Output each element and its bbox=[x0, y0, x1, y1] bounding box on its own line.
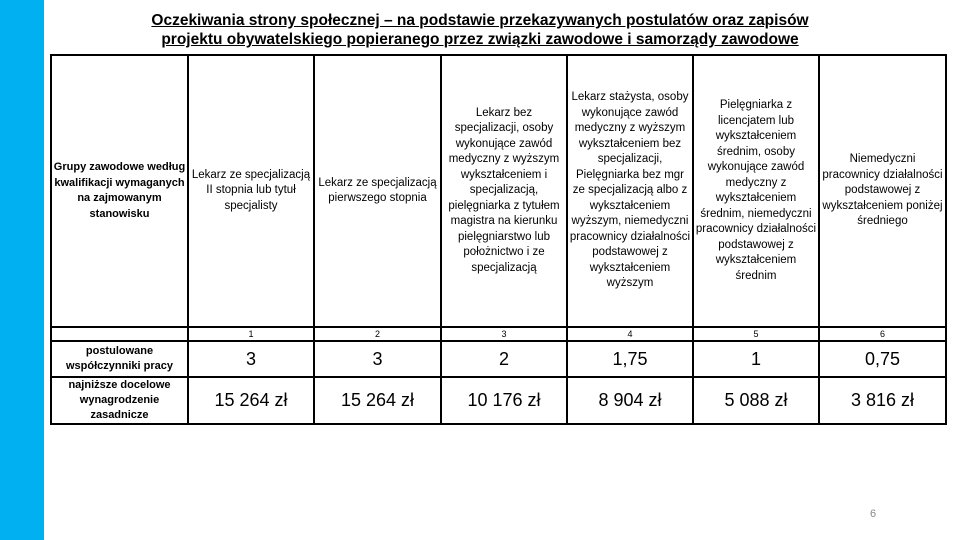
wage-cell: 5 088 zł bbox=[693, 377, 819, 424]
column-header: Lekarz stażysta, osoby wykonujące zawód medyczny z wyższym wykształceniem bez specjalizacji, Pielęgniarka bez mgr ze specjalizacją albo z wykształceniem wyższym, niemedyczni pracownicy działalności podstawowej z wykształceniem wyższym bbox=[567, 55, 693, 327]
wage-row bbox=[51, 377, 946, 424]
column-number: 1 bbox=[188, 327, 314, 341]
wage-cell: 3 816 zł bbox=[819, 377, 946, 424]
column-number: 6 bbox=[819, 327, 946, 341]
title-line: projektu obywatelskiego popieranego przez związki zawodowe i samorządy zawodowe bbox=[161, 31, 799, 48]
coefficient-cell: 0,75 bbox=[819, 341, 946, 377]
wage-cell: 8 904 zł bbox=[567, 377, 693, 424]
column-number: 4 bbox=[567, 327, 693, 341]
wage-cell: 15 264 zł bbox=[188, 377, 314, 424]
coefficient-cell: 1 bbox=[693, 341, 819, 377]
column-number: 2 bbox=[314, 327, 441, 341]
column-header: Lekarz ze specjalizacją pierwszego stopnia bbox=[314, 55, 441, 327]
row-label-header: Grupy zawodowe według kwalifikacji wymaganych na zajmowanym stanowisku bbox=[51, 55, 188, 327]
title-line: Oczekiwania strony społecznej – na podstawie przekazywanych postulatów oraz zapisów bbox=[151, 12, 809, 29]
coefficient-cell: 3 bbox=[188, 341, 314, 377]
page-number: 6 bbox=[870, 508, 877, 520]
coefficient-cell: 1,75 bbox=[567, 341, 693, 377]
coefficient-row bbox=[51, 341, 946, 377]
accent-bar bbox=[0, 0, 44, 540]
wage-table bbox=[50, 54, 947, 425]
column-header: Pielęgniarka z licencjatem lub wykształceniem średnim, osoby wykonujące zawód medyczny z wykształceniem średnim, niemedyczni pracownicy działalności podstawowej z wykształceniem średnim bbox=[693, 55, 819, 327]
page-title bbox=[60, 11, 900, 49]
empty-cell bbox=[51, 327, 188, 341]
column-header: Lekarz bez specjalizacji, osoby wykonujące zawód medyczny z wyższym wykształceniem i specjalizacją, pielęgniarka z tytułem magistra na kierunku pielęgniarstwo lub położnictwo i ze specjalizacją bbox=[441, 55, 567, 327]
coefficient-cell: 2 bbox=[441, 341, 567, 377]
header-row bbox=[51, 55, 946, 327]
column-number: 3 bbox=[441, 327, 567, 341]
wage-cell: 10 176 zł bbox=[441, 377, 567, 424]
wage-cell: 15 264 zł bbox=[314, 377, 441, 424]
row-label: najniższe docelowe wynagrodzenie zasadnicze bbox=[51, 377, 188, 424]
column-header: Lekarz ze specjalizacją II stopnia lub tytuł specjalisty bbox=[188, 55, 314, 327]
column-number: 5 bbox=[693, 327, 819, 341]
number-row bbox=[51, 327, 946, 341]
row-label: postulowane współczynniki pracy bbox=[51, 341, 188, 377]
coefficient-cell: 3 bbox=[314, 341, 441, 377]
column-header: Niemedyczni pracownicy działalności podstawowej z wykształceniem poniżej średniego bbox=[819, 55, 946, 327]
